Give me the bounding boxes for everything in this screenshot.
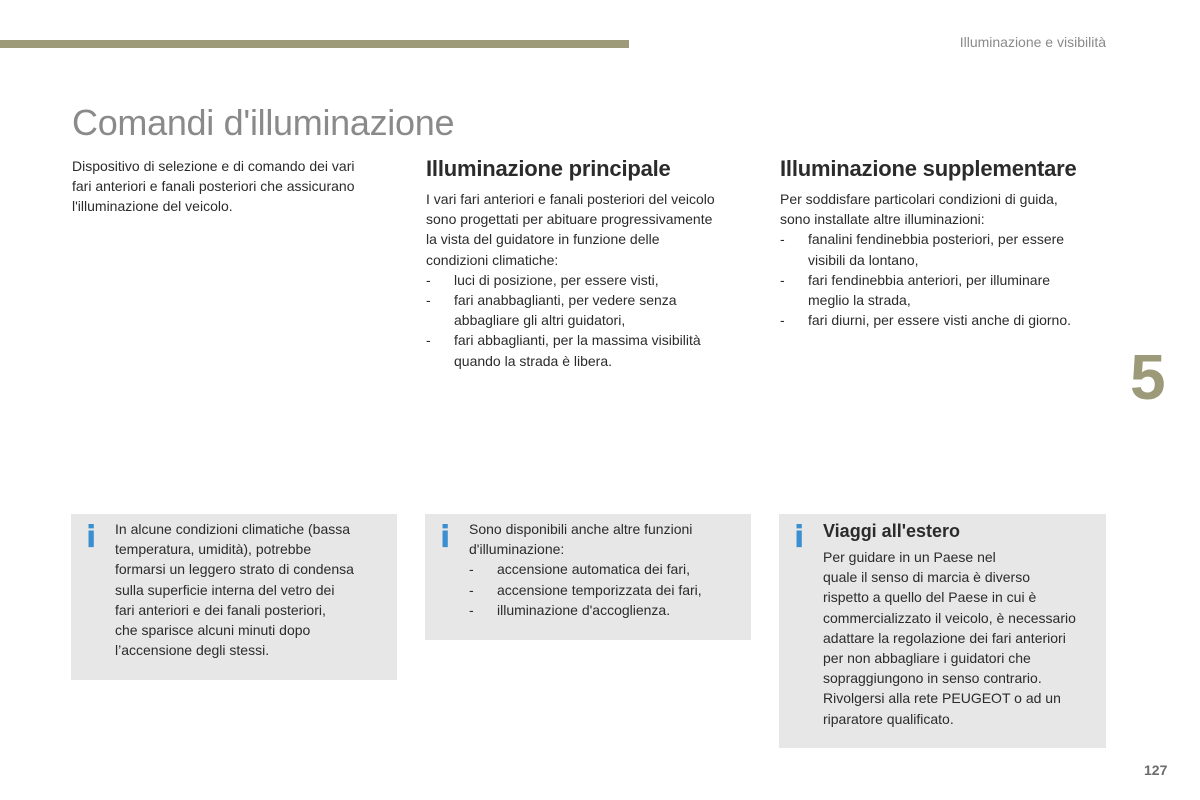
main-lighting-heading: Illuminazione principale (426, 156, 671, 181)
text-line: riparatore qualificato. (823, 710, 954, 727)
text-line: sopraggiungono in senso contrario. (823, 670, 1042, 687)
text-line: sono progettati per abituare progressivamente (426, 211, 713, 228)
text-line: In alcune condizioni climatiche (bassa (115, 521, 351, 537)
text-line: sulla superficie interna del vetro dei (115, 581, 335, 598)
info-box-body (115, 519, 387, 660)
header-accent-bar (0, 40, 629, 48)
intro-paragraph (72, 156, 397, 217)
info-icon: i (440, 520, 451, 555)
intro-line: fari anteriori e fanali posteriori che assicurano (72, 178, 355, 195)
info-icon: i (794, 520, 805, 555)
info-icon: i (86, 520, 97, 555)
list-item: - illuminazione d'accoglienza. (469, 600, 741, 620)
item-line: meglio la strada, (808, 292, 911, 309)
text-line: formarsi un leggero strato di condensa (115, 561, 354, 578)
extra-lighting-section (780, 156, 1110, 330)
info-box-body (823, 519, 1096, 729)
text-line: Per guidare in un Paese nel (823, 549, 996, 565)
item-line: fari abbaglianti, per la massima visibilità (454, 332, 701, 349)
intro-line: Dispositivo di selezione e di comando dei vari (72, 158, 355, 174)
main-lighting-list (426, 270, 756, 371)
text-line: sono installate altre illuminazioni: (780, 211, 985, 228)
item-line: quando la strada è libera. (454, 352, 612, 369)
other-functions-info-box (425, 514, 751, 640)
list-item (780, 270, 1110, 310)
travel-abroad-info-box (779, 514, 1106, 748)
main-lighting-section (426, 156, 756, 371)
main-lighting-text (426, 189, 756, 270)
text-line: la vista del guidatore in funzione delle (426, 231, 660, 248)
extra-lighting-heading: Illuminazione supplementare (780, 156, 1077, 181)
text-line: temperatura, umidità), potrebbe (115, 541, 312, 558)
travel-abroad-heading: Viaggi all'estero (823, 521, 961, 541)
text-line: commercializzato il veicolo, è necessario (823, 609, 1076, 626)
list-item (426, 270, 756, 290)
item-line: abbagliare gli altri guidatori, (454, 312, 626, 329)
condensation-info-box (71, 514, 397, 680)
item-line: fari diurni, per essere visti anche di giorno. (808, 312, 1072, 329)
text-line: che sparisce alcuni minuti dopo (115, 622, 311, 639)
chapter-number: 5 (1130, 341, 1166, 413)
list-item (426, 290, 756, 330)
section-title: Illuminazione e visibilità (959, 34, 1106, 50)
text-line: rispetto a quello del Paese in cui è (823, 589, 1037, 606)
extra-lighting-list (780, 229, 1110, 330)
list-item (780, 310, 1110, 330)
info-box-body (469, 519, 741, 620)
page-title: Comandi d'illuminazione (72, 102, 455, 144)
text-line: fari anteriori e dei fanali posteriori, (115, 601, 326, 618)
item-line: fari anabbaglianti, per vedere senza (454, 292, 677, 309)
text-line: Per soddisfare particolari condizioni di guida, (780, 191, 1058, 207)
item-line: luci di posizione, per essere visti, (454, 271, 659, 288)
text-line: quale il senso di marcia è diverso (823, 569, 1030, 586)
text-line: Rivolgersi alla rete PEUGEOT o ad un (823, 690, 1061, 707)
item-line: fanalini fendinebbia posteriori, per essere (808, 231, 1065, 248)
text-line: d'illuminazione: (469, 541, 565, 558)
extra-lighting-text (780, 189, 1110, 229)
item-line: fari fendinebbia anteriori, per illuminare (808, 271, 1051, 288)
text-line: adattare la regolazione dei fari anteriori (823, 629, 1066, 646)
text-line: Sono disponibili anche altre funzioni (469, 521, 693, 537)
list-item: - accensione automatica dei fari, (469, 559, 741, 579)
page-number: 127 (1144, 762, 1168, 778)
text-line: l’accensione degli stessi. (115, 642, 270, 659)
text-line: per non abbagliare i guidatori che (823, 650, 1031, 667)
item-line: visibili da lontano, (808, 251, 919, 268)
other-functions-list (469, 559, 741, 620)
text-line: I vari fari anteriori e fanali posteriori del veicolo (426, 191, 715, 207)
intro-line: l'illuminazione del veicolo. (72, 198, 233, 215)
list-item: - accensione temporizzata dei fari, (469, 580, 741, 600)
list-item (780, 229, 1110, 269)
list-item (426, 330, 756, 370)
text-line: condizioni climatiche: (426, 251, 559, 268)
